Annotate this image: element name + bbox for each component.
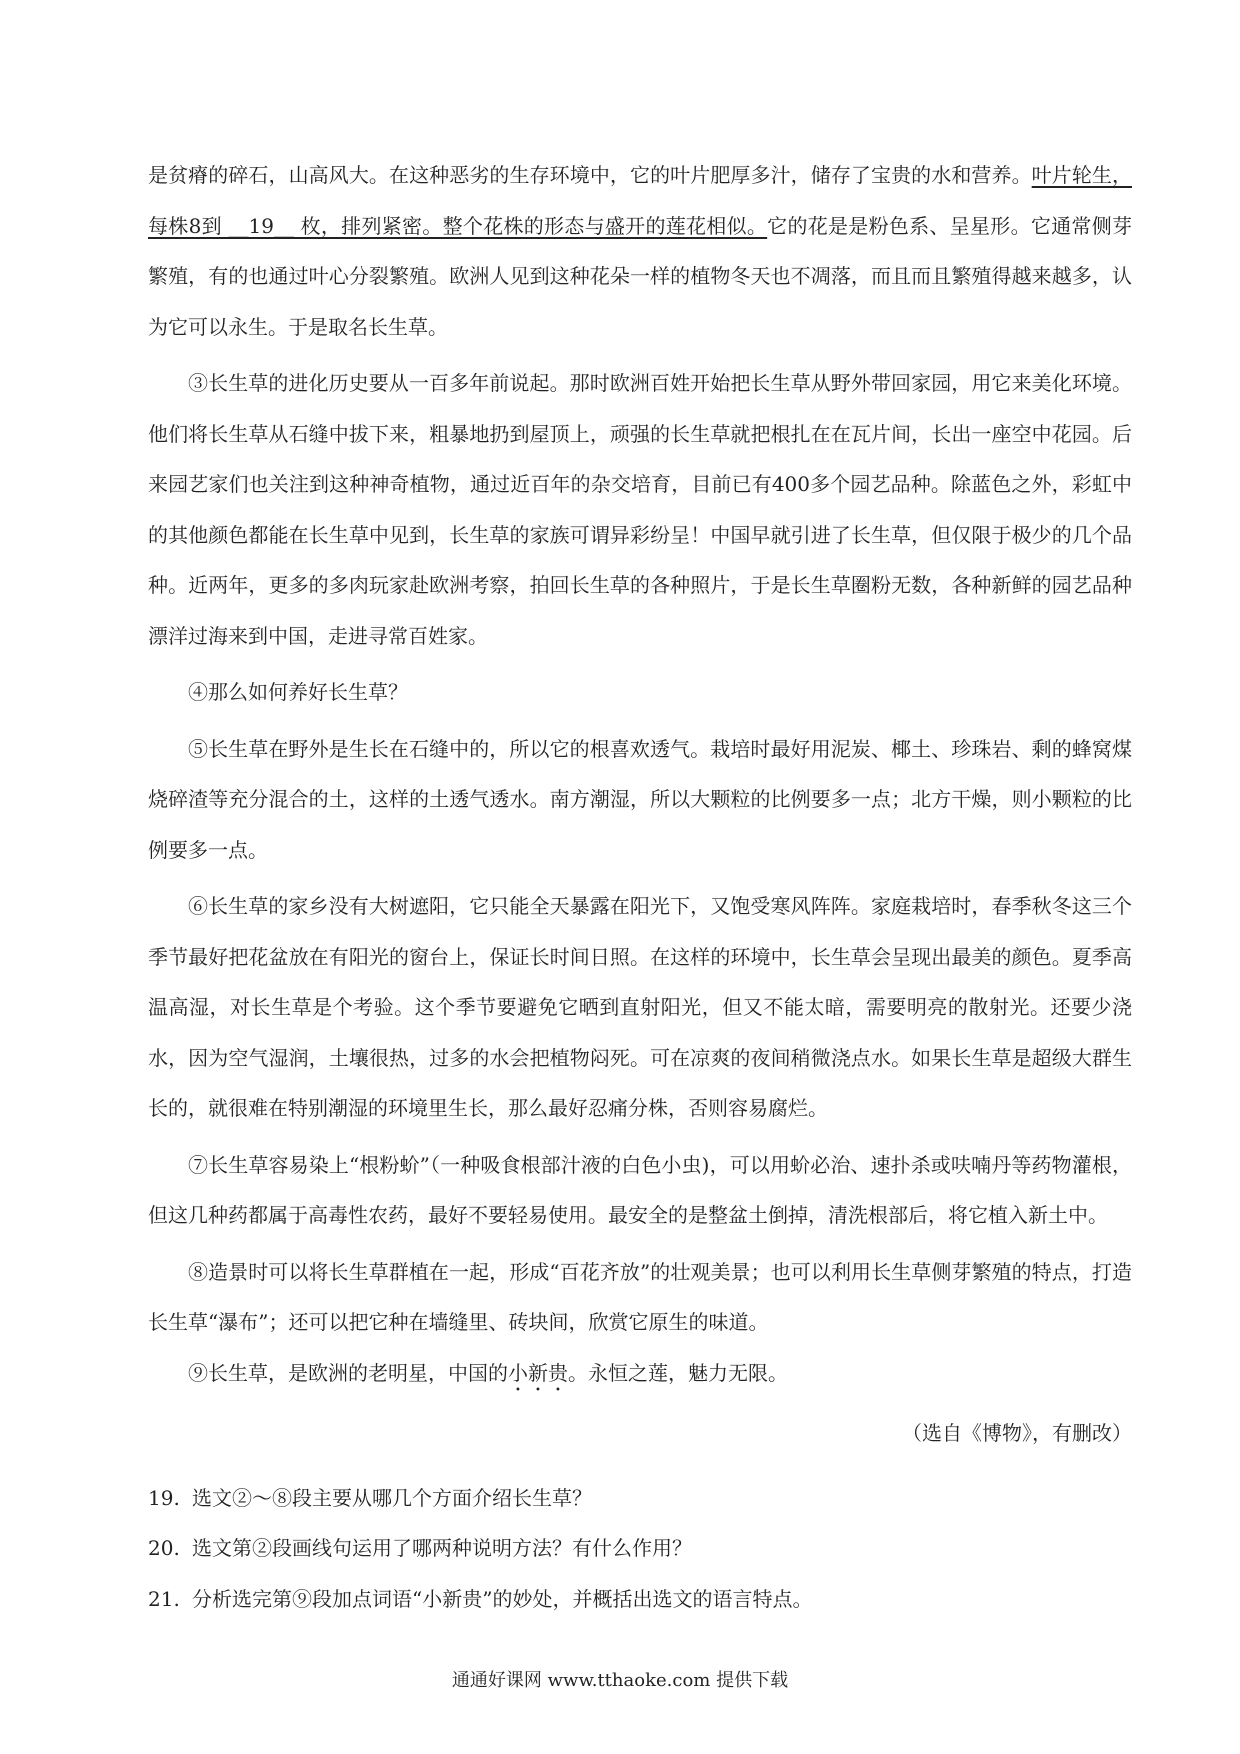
paragraph-2-text-b: 它的花是是粉色系、呈星形。它通常侧芽繁殖，有的也通过叶心分裂繁殖。欧洲人见到这种花朵一样的植物冬天也不凋落，而且而且繁殖得越来越多，认为它可以永生。于是取名长生草。 (148, 213, 1133, 339)
question-21 (148, 1574, 1132, 1625)
paragraph-2-continued (148, 150, 1132, 352)
question-list (148, 1473, 1132, 1625)
question-text: 选文②～⑧段主要从哪几个方面介绍长生草？ (192, 1485, 592, 1510)
question-20 (148, 1523, 1132, 1574)
paragraph-8: ⑧造景时可以将长生草群植在一起，形成“百花齐放”的壮观美景；也可以利用长生草侧芽繁殖的特点，打造长生草“瀑布”；还可以把它种在墙缝里、砖块间，欣赏它原生的味道。 (148, 1259, 1132, 1334)
underlined-sentence: 叶片轮生，每株8到 __19__ 枚，排列紧密。整个花株的形态与盛开的莲花相似。 (148, 163, 1133, 238)
question-number: 21. (148, 1586, 180, 1611)
paragraph-9-after: 。永恒之莲，魅力无限。 (568, 1360, 788, 1385)
paragraph-6: ⑥长生草的家乡没有大树遮阳，它只能全天暴露在阳光下，又饱受寒风阵阵。家庭栽培时，春季秋冬这三个季节最好把花盆放在有阳光的窗台上，保证长时间日照。在这样的环境中，长生草会呈现出最美的颜色。夏季高温高湿，对长生草是个考验。这个季节要避免它晒到直射阳光，但又不能太暗，需要明亮的散射光。还要少浇水，因为空气湿润，土壤很热，过多的水会把植物闷死。可在凉爽的夜间稍微浇点水。如果长生草是超级大群生长的，就很难在特别潮湿的环境里生长，那么最好忍痛分株，否则容易腐烂。 (148, 894, 1132, 1120)
paragraph-5: ⑤长生草在野外是生长在石缝中的，所以它的根喜欢透气。栽培时最好用泥炭、椰土、珍珠岩、剩的蜂窝煤烧碎渣等充分混合的土，这样的土透气透水。南方潮湿，所以大颗粒的比例要多一点；北方干燥，则小颗粒的比例要多一点。 (148, 736, 1132, 862)
question-19 (148, 1473, 1132, 1524)
paragraph-9-before: ⑨长生草，是欧洲的老明星，中国的 (188, 1360, 508, 1385)
paragraph-4: ④那么如何养好长生草？ (188, 680, 408, 704)
question-text: 分析选完第⑨段加点词语“小新贵”的妙处，并概括出选文的语言特点。 (192, 1586, 813, 1611)
page-footer: 通通好课网 www.tthaoke.com 提供下载 (451, 1670, 789, 1691)
paragraph-2-text-a: 是贫瘠的碎石，山高风大。在这种恶劣的生存环境中，它的叶片肥厚多汁，储存了宝贵的水和营养。 (148, 163, 1032, 187)
paragraph-3: ③长生草的进化历史要从一百多年前说起。那时欧洲百姓开始把长生草从野外带回家园，用它来美化环境。他们将长生草从石缝中拔下来，粗暴地扔到屋顶上，顽强的长生草就把根扎在在瓦片间，长出一座空中花园。后来园艺家们也关注到这种神奇植物，通过近百年的杂交培育，目前已有400多个园艺品种。除蓝色之外，彩虹中的其他颜色都能在长生草中见到，长生草的家族可谓异彩纷呈！中国早就引进了长生草，但仅限于极少的几个品种。近两年，更多的多肉玩家赴欧洲考察，拍回长生草的各种照片，于是长生草圈粉无数，各种新鲜的园艺品种漂洋过海来到中国，走进寻常百姓家。 (148, 371, 1132, 648)
question-number: 19. (148, 1485, 180, 1510)
paragraph-9 (148, 1348, 1132, 1399)
dotted-word: 小新贵 (508, 1360, 568, 1385)
question-text: 选文第②段画线句运用了哪两种说明方法？有什么作用？ (192, 1536, 692, 1560)
source-citation: （选自《博物》，有删改） (902, 1421, 1132, 1445)
paragraph-7: ⑦长生草容易染上“根粉蚧”（一种吸食根部汁液的白色小虫)，可以用蚧必治、速扑杀或呋喃丹等药物灌根，但这几种药都属于高毒性农药，最好不要轻易使用。最安全的是整盆土倒掉，清洗根部后，将它植入新土中。 (148, 1152, 1132, 1227)
passage-body (148, 150, 1132, 1624)
question-number: 20. (148, 1536, 180, 1560)
